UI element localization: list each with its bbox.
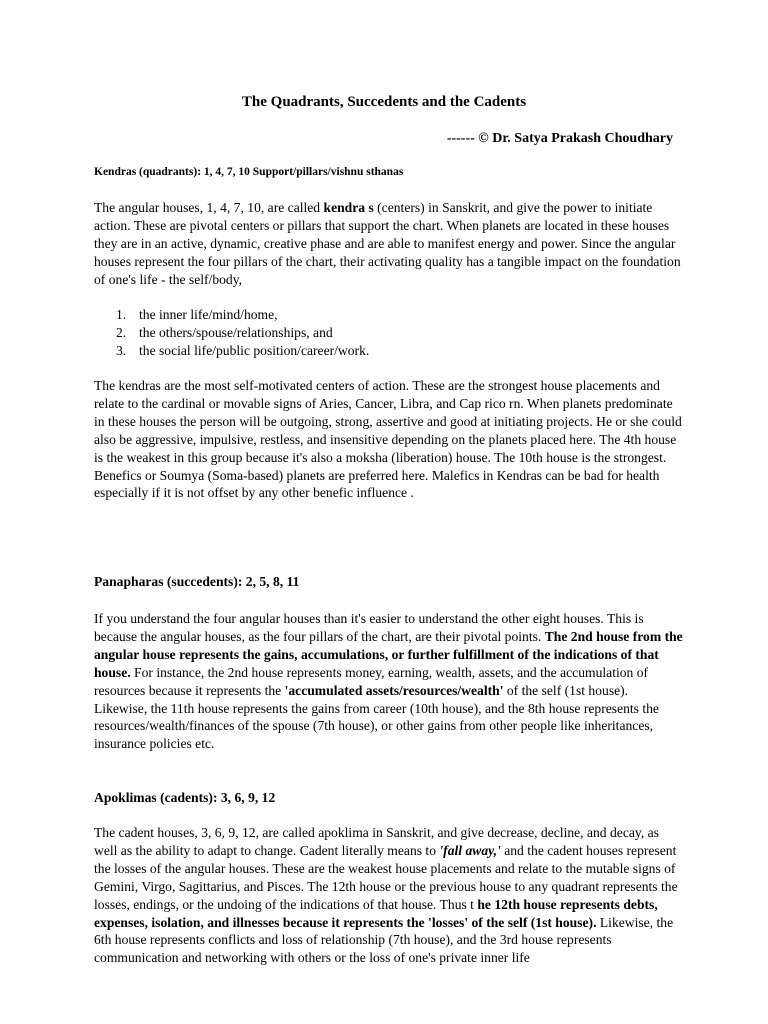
kendra-heading: Kendras (quadrants): 1, 4, 7, 10 Support/pillars/vishnu sthanas [94,166,404,178]
panaphara-text-c: For instance, the 2nd house represents money, earning, wealth, assets, and the accumulation of resources because it represents the [94,664,649,698]
list-number: 2. [116,324,127,340]
panaphara-text-bold: The 2nd house from the angular house represents the gains, accumulations, or further fulfillment of the indications of that house. [94,628,683,680]
pillars-list [94,306,684,360]
intro-text-bold: kendra s [323,200,374,215]
list-item [94,324,684,342]
list-text: the others/spouse/relationships, and [139,324,333,340]
apoklima-text-a: The cadent houses, 3, 6, 9, 12, are called apoklima in Sanskrit, and give decrease, decline, and decay, as well as the ability to adapt to change. Cadent literally means to [94,825,659,858]
panaphara-text-bold-quote: 'accumulated assets/resources/wealth' [284,682,504,698]
panaphara-text-e: of the self (1st house). Likewise, the 11th house represents the gains from career (10th house), and the 8th house represents the resources/wealth/finances of the spouse (7th house), or other gains from other people like inheritances, insurance policies etc. [94,682,659,752]
apoklima-text-bold: he 12th house represents debts, expenses, isolation, and illnesses because it represents the 'losses' of the self (1st house). [94,896,658,930]
list-number: 3. [116,342,127,358]
intro-text-a: The angular houses, 1, 4, 7, 10, are called [94,200,324,215]
panaphara-heading: Panapharas (succedents): 2, 5, 8, 11 [94,574,300,589]
kendra-paragraph: The kendras are the most self-motivated centers of action. These are the strongest house placements and relate to the cardinal or movable signs of Aries, Cancer, Libra, and Cap rico rn. When planets predominate in these houses the person will be outgoing, strong, assertive and good at initiating projects. He or she could also be aggressive, impulsive, restless, and insensitive depending on the planets placed here. The 4th house is the weakest in this group because it's also a moksha (liberation) house. The 10th house is the strongest. Benefics or Soumya (Soma-based) planets are preferred here. Malefics in Kendras can be bad for health especially if it is not offset by any other benefic influence . [94,378,682,501]
panaphara-paragraph [94,610,684,753]
panaphara-text-a: If you understand the four angular houses than it's easier to understand the other eight houses. This is because the angular houses, as the four pillars of the chart, are their pivotal points. [94,611,644,644]
list-item [94,342,684,360]
intro-paragraph [94,199,684,289]
list-number: 1. [116,307,127,322]
list-text: the social life/public position/career/work. [139,342,370,358]
author-line: ------ © Dr. Satya Prakash Choudhary [446,131,673,146]
apoklima-text-italic: 'fall away,' [439,842,501,858]
apoklima-heading: Apoklimas (cadents): 3, 6, 9, 12 [94,790,276,805]
document-title: The Quadrants, Succedents and the Cadents [241,94,527,110]
list-text: the inner life/mind/home, [139,307,278,322]
apoklima-text-e: Likewise, the 6th house represents conflicts and loss of relationship (7th house), and the 3rd house represents communication and networking with others or the loss of one's private inner life [94,914,674,966]
apoklima-paragraph [94,824,684,967]
apoklima-text-c: and the cadent houses represent the losses of the angular houses. These are the weakest house placements and relate to the mutable signs of Gemini, Virgo, Sagittarius, and Pisces. The 12th house or the previous house to any quadrant represents the losses, endings, or the undoing of the indications of that house. Thus t [94,842,678,912]
list-item [94,306,684,324]
intro-text-c: (centers) in Sanskrit, and give the power to initiate action. These are pivotal centers or pillars that support the chart. When planets are located in these houses they are in an active, dynamic, creative phase and are able to manifest energy and power. Since the angular houses represent the four pillars of the chart, their activating quality has a tangible impact on the foundation of one's life - the self/body, [94,200,681,287]
